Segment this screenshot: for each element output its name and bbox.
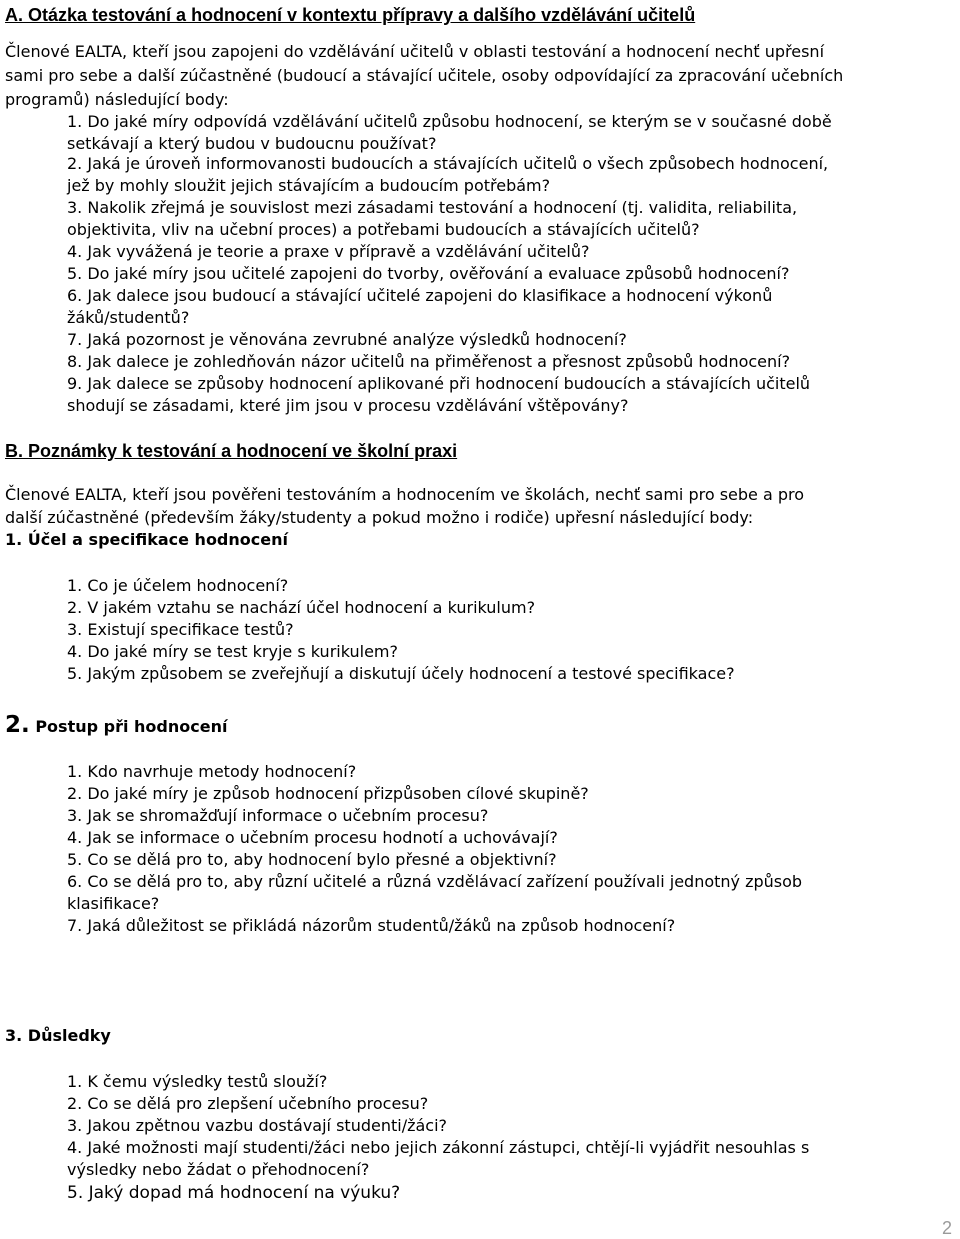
section-b-heading: B. Poznámky k testování a hodnocení ve školní praxi: [5, 441, 458, 461]
list-item: 2. Co se dělá pro zlepšení učebního procesu?: [67, 1094, 429, 1113]
subsection-title: Důsledky: [27, 1026, 111, 1045]
list-item: 4. Jak se informace o učebním procesu hodnotí a uchovávají?: [67, 828, 558, 847]
list-item: 3. Nakolik zřejmá je souvislost mezi zásadami testování a hodnocení (tj. validita, reliabilita,: [67, 198, 798, 217]
list-item: 4. Do jaké míry se test kryje s kurikulem?: [67, 642, 398, 661]
list-item-cont: klasifikace?: [67, 894, 160, 913]
list-item: 2. V jakém vztahu se nachází účel hodnocení a kurikulum?: [67, 598, 536, 617]
section-a-heading: A. Otázka testování a hodnocení v kontextu přípravy a dalšího vzdělávání učitelů: [5, 5, 696, 25]
list-item-cont: shodují se zásadami, které jim jsou v procesu vzdělávání vštěpovány?: [67, 396, 629, 415]
list-item-cont: objektivita, vliv na učební proces) a potřebami budoucích a stávajících učitelů?: [67, 220, 700, 239]
subsection-number: 1.: [5, 530, 23, 549]
intro-line: Členové EALTA, kteří jsou pověřeni testováním a hodnocením ve školách, nechť sami pro sebe a pro: [5, 485, 805, 504]
list-item: 6. Jak dalece jsou budoucí a stávající učitelé zapojeni do klasifikace a hodnocení výkonů: [67, 286, 773, 305]
list-item-cont: setkávají a který budou v budoucnu používat?: [67, 134, 437, 153]
subsection-number: 3.: [5, 1026, 23, 1045]
list-item: 8. Jak dalece je zohledňován názor učitelů na přiměřenost a přesnost způsobů hodnocení?: [67, 352, 791, 371]
intro-line: Členové EALTA, kteří jsou zapojeni do vzdělávání učitelů v oblasti testování a hodnocení nechť upřesní: [5, 42, 825, 61]
page-number: 2: [942, 1218, 953, 1238]
list-item: 5. Jaký dopad má hodnocení na výuku?: [67, 1183, 401, 1203]
list-item-cont: žáků/studentů?: [67, 308, 190, 327]
list-item: 1. Do jaké míry odpovídá vzdělávání učitelů způsobu hodnocení, se kterým se v současné době: [67, 112, 832, 131]
intro-line: programů) následující body:: [5, 90, 229, 109]
list-item: 7. Jaká pozornost je věnována zevrubné analýze výsledků hodnocení?: [67, 330, 627, 349]
list-item: 3. Jak se shromažďují informace o učebním procesu?: [67, 806, 489, 825]
subsection-title: Účel a specifikace hodnocení: [27, 530, 288, 549]
list-item: 5. Do jaké míry jsou učitelé zapojeni do tvorby, ověřování a evaluace způsobů hodnocení?: [67, 264, 790, 283]
list-item-cont: jež by mohly sloužit jejich stávajícím a budoucím potřebám?: [67, 176, 551, 195]
list-item: 1. K čemu výsledky testů slouží?: [67, 1072, 328, 1091]
list-item: 5. Co se dělá pro to, aby hodnocení bylo přesné a objektivní?: [67, 850, 557, 869]
subsection-heading: [5, 1025, 111, 1047]
intro-line: sami pro sebe a další zúčastněné (budoucí a stávající učitele, osoby odpovídající za zpracování učebních: [5, 66, 844, 85]
list-item: 7. Jaká důležitost se přikládá názorům studentů/žáků na způsob hodnocení?: [67, 916, 676, 935]
list-item: 1. Co je účelem hodnocení?: [67, 576, 289, 595]
list-item: 4. Jaké možnosti mají studenti/žáci nebo jejich zákonní zástupci, chtějí-li vyjádřit nesouhlas s: [67, 1138, 810, 1157]
subsection-heading: [5, 714, 227, 738]
list-item: 5. Jakým způsobem se zveřejňují a diskutují účely hodnocení a testové specifikace?: [67, 664, 735, 683]
list-item: 2. Jaká je úroveň informovanosti budoucích a stávajících učitelů o všech způsobech hodnocení,: [67, 154, 829, 173]
list-item: 1. Kdo navrhuje metody hodnocení?: [67, 762, 357, 781]
list-item: 4. Jak vyvážená je teorie a praxe v přípravě a vzdělávání učitelů?: [67, 242, 590, 261]
list-item: 6. Co se dělá pro to, aby různí učitelé a různá vzdělávací zařízení používali jednotný způsob: [67, 872, 803, 891]
list-item: 9. Jak dalece se způsoby hodnocení aplikované při hodnocení budoucích a stávajících učitelů: [67, 374, 811, 393]
list-item-cont: výsledky nebo žádat o přehodnocení?: [67, 1160, 370, 1179]
subsection-heading: [5, 529, 288, 551]
subsection-title: Postup při hodnocení: [35, 717, 228, 736]
list-item: 3. Jakou zpětnou vazbu dostávají studenti/žáci?: [67, 1116, 448, 1135]
subsection-number: 2.: [5, 712, 30, 738]
list-item: 3. Existují specifikace testů?: [67, 620, 294, 639]
list-item: 2. Do jaké míry je způsob hodnocení přizpůsoben cílové skupině?: [67, 784, 589, 803]
intro-line: další zúčastněné (především žáky/studenty a pokud možno i rodiče) upřesní následující body:: [5, 508, 754, 527]
